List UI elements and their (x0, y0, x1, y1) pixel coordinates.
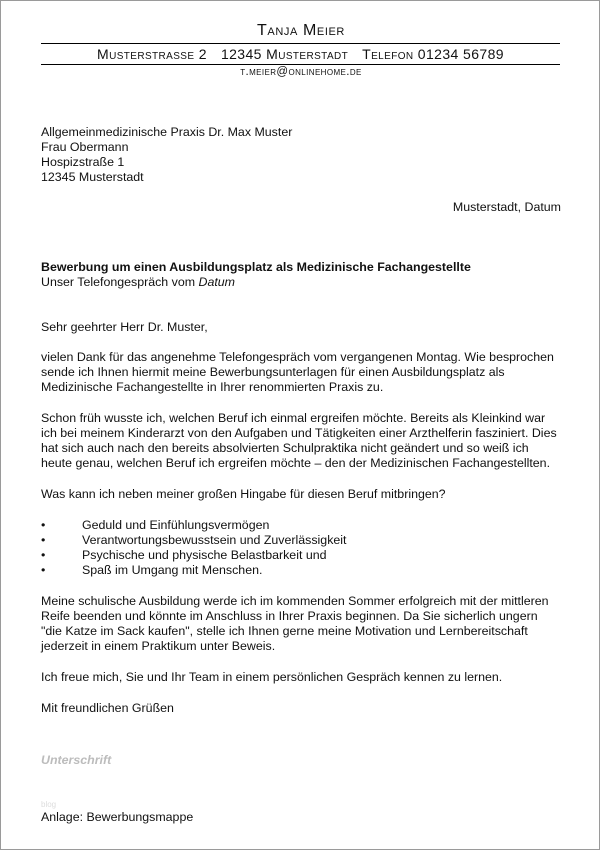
reference-date: Datum (198, 275, 235, 289)
list-item: • Psychische und physische Belastbarkeit und (41, 548, 561, 563)
list-item: • Geduld und Einfühlungsvermögen (41, 518, 561, 533)
paragraph: Schon früh wusste ich, welchen Beruf ich einmal ergreifen möchte. Bereits als Kleinkind war ich bei meinem Kinderarzt von den Aufgaben und Tätigkeiten einer Arzthelferin fasziniert. Dies hat sich auch nach den bereits absolvierten Schulpraktika nicht geändert und so weiß ich heute genau, welchen Beruf ich ergreifen möchte – den der Medizinischen Fachangestellten. (41, 411, 557, 470)
sender-street: Musterstrasse 2 (97, 46, 207, 62)
signature-placeholder: Unterschrift (41, 753, 112, 767)
list-item: • Verantwortungsbewusstsein und Zuverlässigkeit (41, 533, 561, 548)
recipient-line: Hospizstraße 1 (41, 155, 125, 169)
recipient-address (41, 125, 561, 185)
place-date: Musterstadt, Datum (452, 200, 561, 214)
paragraph: Ich freue mich, Sie und Ihr Team in einem persönlichen Gespräch kennen zu lernen. (41, 670, 503, 684)
closing-greeting: Mit freundlichen Grüßen (41, 701, 174, 715)
watermark: blog (41, 800, 57, 809)
subject-line: Bewerbung um einen Ausbildungsplatz als Medizinische Fachangestellte (41, 260, 471, 274)
letter-body (41, 125, 561, 768)
reference-line (41, 275, 561, 290)
sender-contact-line (41, 46, 560, 62)
sender-phone: Telefon 01234 56789 (362, 46, 504, 62)
paragraph: Was kann ich neben meiner großen Hingabe für diesen Beruf mitbringen? (41, 487, 446, 501)
recipient-line: 12345 Musterstadt (41, 170, 144, 184)
sender-email: t.meier@onlinehome.de (240, 66, 362, 78)
reference-text: Unser Telefongespräch vom (41, 275, 199, 289)
header-rule-top (41, 43, 560, 44)
paragraph: vielen Dank für das angenehme Telefongespräch vom vergangenen Montag. Wie besprochen sende ich Ihnen hiermit meine Bewerbungsunterlagen für einen Ausbildungsplatz als Medizinische Fachangestellte in Ihrer renommierten Praxis zu. (41, 350, 554, 394)
sender-city: 12345 Musterstadt (220, 46, 349, 62)
header-rule-bottom (41, 64, 560, 65)
recipient-line: Frau Obermann (41, 140, 129, 154)
sender-name: Tanja Meier (257, 22, 345, 39)
recipient-line: Allgemeinmedizinische Praxis Dr. Max Muster (41, 125, 293, 139)
salutation: Sehr geehrter Herr Dr. Muster, (41, 320, 208, 334)
attachment-line: Anlage: Bewerbungsmappe (41, 810, 194, 824)
list-item: • Spaß im Umgang mit Menschen. (41, 563, 561, 578)
paragraph: Meine schulische Ausbildung werde ich im kommenden Sommer erfolgreich mit der mittleren Reife beenden und könnte im Anschluss in Ihrer Praxis beginnen. Da Sie sicherlich ungern "die Katze im Sack kaufen", stelle ich Ihnen gerne meine Motivation und Lernbereitschaft jederzeit in einem Praktikum unter Beweis. (41, 594, 549, 653)
skills-list (41, 518, 561, 578)
